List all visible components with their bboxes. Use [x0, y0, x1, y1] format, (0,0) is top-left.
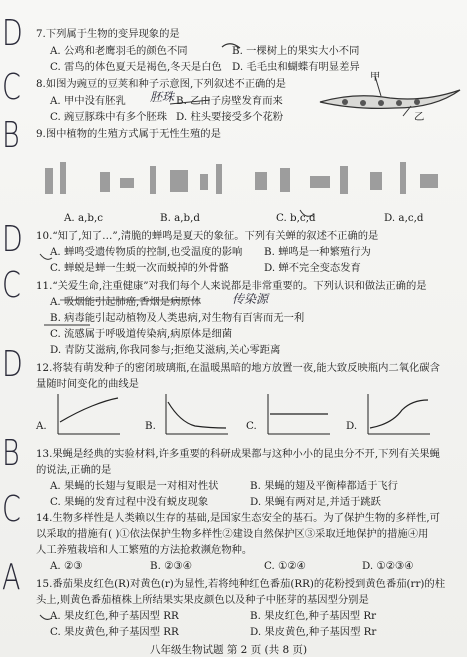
q12-option-c-label: C.: [246, 420, 257, 432]
handwritten-answer-q8: C: [2, 67, 21, 108]
q15-stem-line1: 15.番茄果皮红色(R)对黄色(r)为显性,若将纯种红色番茄(RR)的花粉授到黄色番茄(rr)的柱: [36, 578, 446, 590]
q9-option-d: D. a,c,d: [384, 212, 424, 224]
q15-stem-line2: 头上,则黄色番茄植株上所结果实果皮颜色以及种子中胚芽的基因型分别是: [36, 594, 369, 606]
q8-option-d: D. 柱头要接受多个花粉: [176, 111, 284, 123]
handwritten-answer-q11: C: [2, 265, 21, 306]
q15-option-b: B. 果皮红色,种子基因型 Rr: [250, 610, 377, 622]
q10-stem: 10.“知了,知了…”,清脆的蝉鸣是夏天的象征。下列有关蝉的叙述不正确的是: [36, 230, 379, 242]
q11-option-b: B. 病毒能引起动植物及人类患病,对生物有百害而无一利: [50, 312, 305, 324]
q8-stem: 8.如图为豌豆的豆荚和种子示意图,下列叙述不正确的是: [36, 78, 286, 90]
figure-label-jia: 甲: [370, 71, 381, 83]
q14-option-c: C. ①②④: [264, 560, 306, 572]
handwritten-answer-q14: C: [2, 489, 21, 530]
q12-stem-line2: 量随时间变化的曲线是: [36, 378, 139, 390]
q12-stem-line1: 12.将装有萌发种子的密闭玻璃瓶,在温暖黑暗的地方放置一夜,能大致反映瓶内二氧化碳含: [36, 362, 440, 374]
q11-option-a: A. 吸烟能引起肺癌,香烟是病原体: [50, 296, 202, 308]
q9-stem: 9.图中植物的生殖方式属于无性生殖的是: [36, 128, 221, 140]
q8-option-a: A. 甲中没有胚乳: [50, 95, 126, 107]
q8-option-c: C. 豌豆豚珠中有多个胚珠: [50, 111, 168, 123]
q7-option-c: C. 雷鸟的体色夏天是褐色,冬天是白色: [50, 61, 222, 73]
q15-option-a: A. 果皮红色,种子基因型 RR: [50, 610, 179, 622]
q15-option-c: C. 果皮黄色,种子基因型 RR: [50, 626, 179, 638]
q13-stem-line2: 的说法,正确的是: [36, 464, 112, 476]
q10-option-b: B. 蝉鸣是一种繁殖行为: [264, 246, 371, 258]
q13-option-b: B. 果蝇的翅及平衡棒都适于飞行: [250, 480, 398, 492]
q13-stem-line1: 13.果蝇是经典的实验材料,许多重要的科研成果都与这种小小的昆虫分不开,下列有关果蝇: [36, 448, 440, 460]
handwritten-answer-q12: D: [2, 344, 23, 385]
q10-option-c: C. 蝉蜕是蝉一生蜕一次而蜕掉的外骨骼: [50, 262, 229, 274]
q9-option-c: C. b,c,d: [276, 212, 316, 224]
q7-option-a: A. 公鸡和老鹰羽毛的颜色不同: [50, 45, 188, 57]
q11-handwritten-note: 传染源: [232, 292, 269, 306]
q14-stem-line1: 14.生物多样性是人类赖以生存的基础,是国家生态安全的基石。为了保护生物的多样性,可: [36, 512, 440, 524]
handwritten-answer-q15: A: [2, 557, 21, 598]
q15-option-d: D. 果皮黄色,种子基因型 Rr: [250, 626, 377, 638]
q14-option-b: B. ②③④: [150, 560, 192, 572]
q14-stem-line2: 以采取的措施有( )①依法保护生物多样性②建设自然保护区③采取迁地保护的措施④用: [36, 528, 429, 540]
figure-label-yi: 乙: [414, 111, 425, 123]
q10-option-d: D. 蝉不完全变态发育: [264, 262, 361, 274]
q12-option-d-label: D.: [346, 420, 358, 432]
handwritten-answer-q13: B: [2, 433, 20, 474]
q12-option-a-label: A.: [36, 420, 47, 432]
q13-option-d: D. 果蝇有两对足,并适于跳跃: [250, 496, 381, 508]
q14-stem-line3: 人工养殖栽培和人工繁殖的方法抢救濒危物种。: [36, 544, 253, 556]
q14-option-a: A. ②③: [50, 560, 83, 572]
q7-option-d: D. 毛毛虫和蝴蝶有明显差异: [232, 61, 360, 73]
q10-option-a: A. 蝉鸣受遗传物质的控制,也受温度的影响: [50, 246, 243, 258]
q13-option-c: C. 果蝇的发育过程中没有蜕皮现象: [50, 496, 209, 508]
q8-option-b: B. 乙由子房壁发育而来: [176, 95, 283, 107]
q11-option-c: C. 流感属于呼吸道传染病,病原体是细菌: [50, 328, 233, 340]
handwritten-answer-q7: D: [2, 13, 23, 54]
q11-stem: 11.“关爱生命,注重健康”对我们每个人来说都是非常重要的。下列认识和做法正确的是: [36, 280, 427, 292]
q9-option-b: B. a,b,d: [160, 212, 200, 224]
handwritten-answer-q10: D: [2, 219, 23, 260]
q11-option-d: D. 青防艾滋病,你我同参与;拒绝艾滋病,关心零距离: [50, 344, 281, 356]
q7-stem: 7.下列属于生物的变异现象的是: [36, 28, 180, 40]
q14-option-d: D. ①②③④: [362, 560, 414, 572]
q8-handwritten-note: 胚珠: [150, 90, 175, 104]
page-footer: 八年级生物试题 第 2 页 (共 8 页): [150, 644, 308, 656]
q9-option-a: A. a,b,c: [64, 212, 104, 224]
q12-option-b-label: B.: [145, 420, 156, 432]
q7-option-b: B. 一棵树上的果实大小不同: [232, 45, 360, 57]
handwritten-answer-q9: B: [2, 115, 20, 156]
q13-option-a: A. 果蝇的长翅与复眼是一对相对性状: [50, 480, 219, 492]
